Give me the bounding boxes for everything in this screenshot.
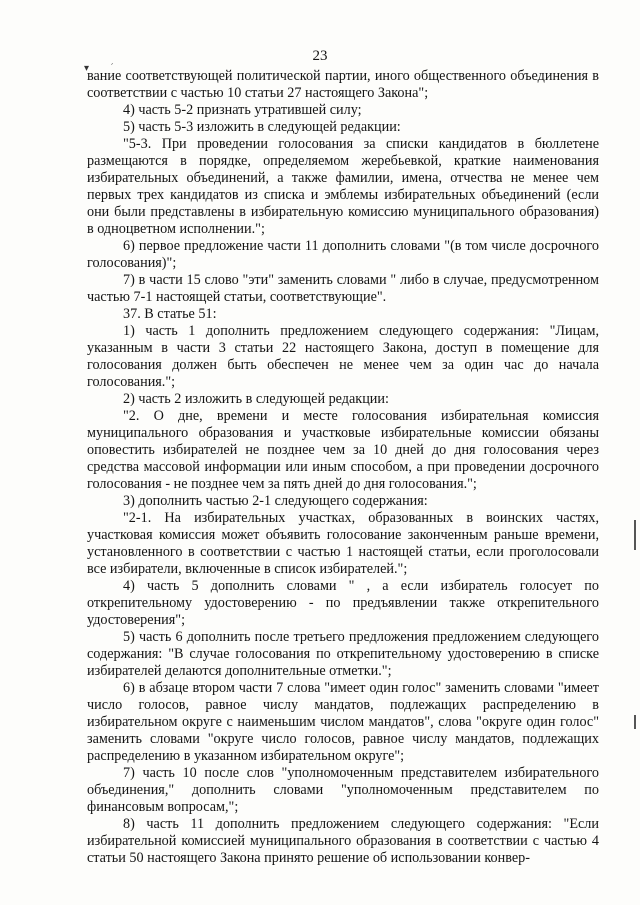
paragraph: 6) в абзаце втором части 7 слова "имеет один голос" заменить словами "имеет число голосов, равное числу мандатов, подлежащих распределению в избирательном округе с наименьшим числом мандатов", слова "округе один голос" заменить словами "округе число голосов, равное числу мандатов, подлежащих распределению в указанном избирательном округе"; [87, 680, 599, 764]
paragraph: 37. В статье 51: [123, 306, 217, 322]
paragraph: 7) часть 10 после слов "уполномоченным представителем избирательного объединения," дополнить словами "уполномоченным представителем по финансовым вопросам,"; [87, 765, 599, 815]
paragraph: "5-3. При проведении голосования за списки кандидатов в бюллетене размещаются в порядке, определяемом жеребьевкой, краткие наименования избирательных объединений, а также фамилии, имена, отчества не менее чем первых трех кандидатов из списка и эмблемы избирательных объединений (если они были представлены в избирательную комиссию муниципального образования) в одноцветном исполнении."; [87, 136, 599, 237]
scan-mark: ׳ [111, 60, 114, 70]
paragraph: 6) первое предложение части 11 дополнить словами "(в том числе досрочного голосования)"; [87, 238, 599, 271]
document-body [87, 68, 599, 867]
paragraph: 4) часть 5 дополнить словами " , а если избиратель голосует по открепительному удостоверению - по предъявлении также открепительного удостоверения"; [87, 578, 599, 628]
paragraph: 3) дополнить частью 2-1 следующего содержания: [123, 493, 428, 509]
paragraph: вание соответствующей политической партии, иного общественного объединения в соответствии с частью 10 статьи 27 настоящего Закона"; [87, 68, 599, 101]
scan-edge-mark [634, 715, 636, 729]
paragraph: 5) часть 5-3 изложить в следующей редакции: [123, 119, 401, 135]
paragraph: 2) часть 2 изложить в следующей редакции: [123, 391, 389, 407]
scan-mark: ▾ [84, 63, 90, 74]
page-number: 23 [312, 48, 328, 64]
paragraph: "2-1. На избирательных участках, образованных в воинских частях, участковая комиссия может объявить голосование законченным раньше времени, установленного в соответствии с частью 1 настоящей статьи, если проголосовали все избиратели, включенные в список избирателей."; [87, 510, 599, 577]
paragraph: 5) часть 6 дополнить после третьего предложения предложением следующего содержания: "В случае голосования по открепительному удостоверению в списке избирателей делаются дополнительные отметки."; [87, 629, 599, 679]
paragraph: "2. О дне, времени и месте голосования избирательная комиссия муниципального образования и участковые избирательные комиссии обязаны оповестить избирателей не позднее чем за 10 дней до дня голосования через средства массовой информации или иным способом, а при проведении досрочного голосования - не позднее чем за пять дней до дня голосования."; [87, 408, 599, 492]
paragraph: 7) в части 15 слово "эти" заменить словами " либо в случае, предусмотренном частью 7-1 настоящей статьи, соответствующие". [87, 272, 599, 305]
paragraph: 1) часть 1 дополнить предложением следующего содержания: "Лицам, указанным в части 3 статьи 22 настоящего Закона, доступ в помещение для голосования должен быть обеспечен не менее чем за один час до начала голосования."; [87, 323, 599, 390]
paragraph: 4) часть 5-2 признать утратившей силу; [123, 102, 362, 118]
scan-edge-mark [634, 520, 636, 550]
paragraph: 8) часть 11 дополнить предложением следующего содержания: "Если избирательной комиссией муниципального образования в соответствии с частью 4 статьи 50 настоящего Закона принято решение об использовании конвер- [87, 816, 599, 866]
